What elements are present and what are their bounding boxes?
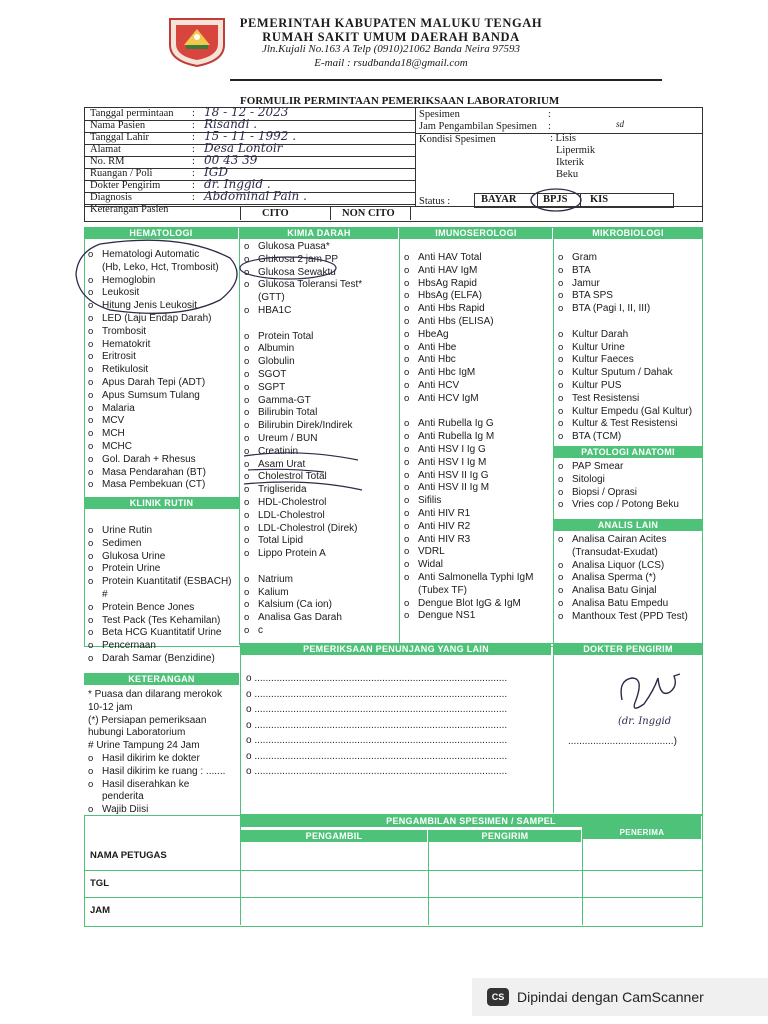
- imuno-item[interactable]: o Anti Rubella Ig M: [402, 431, 533, 444]
- keterangan-line: hubungi Laboratorium: [88, 727, 186, 739]
- hema-item[interactable]: o Hematokrit: [86, 339, 219, 352]
- kimia-item[interactable]: o SGOT: [242, 369, 362, 382]
- footer-text: Dipindai dengan CamScanner: [517, 989, 704, 1005]
- header-line-2: RUMAH SAKIT UMUM DAERAH BANDA: [262, 30, 520, 44]
- mikro-item[interactable]: o BTA: [556, 265, 692, 278]
- klinik-rutin-header: KLINIK RUTIN: [84, 497, 239, 509]
- imuno-item[interactable]: o Anti HIV R1: [402, 508, 533, 521]
- patient-label-0: Tanggal permintaan: [90, 108, 174, 119]
- grid-col-3: [553, 227, 554, 645]
- imuno-item[interactable]: o Anti HSV I Ig G: [402, 444, 533, 457]
- signature-name: (dr. Inggid: [618, 716, 672, 727]
- imuno-item[interactable]: o Anti HIV R3: [402, 534, 533, 547]
- mikro-item[interactable]: o Kultur & Test Resistensi: [556, 418, 692, 431]
- camscanner-icon: CS: [487, 988, 509, 1006]
- ket-items-item[interactable]: o Wajib Diisi: [86, 804, 225, 817]
- kimia-item[interactable]: o Lippo Protein A: [242, 548, 362, 561]
- imuno-item[interactable]: o Anti HSV II Ig G: [402, 470, 533, 483]
- kimia-item: [242, 318, 362, 331]
- penunjang-line[interactable]: o ...........................................................................................: [246, 750, 508, 762]
- imuno-item[interactable]: o Anti Rubella Ig G: [402, 418, 533, 431]
- mikro-item[interactable]: o Kultur PUS: [556, 380, 692, 393]
- mikrobiologi-list: [556, 252, 692, 444]
- keterangan-line: 10-12 jam: [88, 701, 133, 713]
- col-penerima: PENERIMA: [583, 827, 701, 839]
- header-line-1: PEMERINTAH KABUPATEN MALUKU TENGAH: [239, 16, 543, 30]
- klinik-item[interactable]: #: [102, 588, 108, 600]
- hema-item[interactable]: o Masa Pembekuan (CT): [86, 479, 219, 492]
- kimia-item: [242, 561, 362, 574]
- patologi-anatomi-header: PATOLOGI ANATOMI: [554, 446, 702, 458]
- jam-sd: sd: [616, 119, 625, 129]
- mikro-item[interactable]: o Kultur Urine: [556, 342, 692, 355]
- pa-item[interactable]: o Biopsi / Oprasi: [556, 487, 679, 500]
- keterangan-line: (*) Persiapan pemeriksaan: [88, 714, 207, 726]
- cito-rule: [84, 206, 702, 207]
- klinik-item[interactable]: o Test Pack (Tes Kehamilan): [86, 615, 232, 628]
- imuno-item[interactable]: o HbsAg Rapid: [402, 278, 533, 291]
- klinik-item[interactable]: o Urine Rutin: [86, 525, 232, 538]
- penunjang-line[interactable]: o ...........................................................................................: [246, 688, 508, 700]
- imuno-item[interactable]: o HbsAg (ELFA): [402, 290, 533, 303]
- imuno-item[interactable]: o Anti HAV Total: [402, 252, 533, 265]
- kimia-item[interactable]: o Ureum / BUN: [242, 433, 362, 446]
- specimen-label: Spesimen: [419, 109, 460, 120]
- klinik-item[interactable]: o Protein Bence Jones: [86, 602, 232, 615]
- p-col-3: [582, 827, 583, 925]
- cito-option[interactable]: CITO: [262, 208, 289, 219]
- hema-item[interactable]: o Hemoglobin: [86, 275, 219, 288]
- klinik-rutin-list: [86, 525, 232, 666]
- kimia-item[interactable]: o Bilirubin Direk/Indirek: [242, 420, 362, 433]
- hema-item[interactable]: o Malaria: [86, 403, 219, 416]
- ket-items-item[interactable]: o Hasil dikirim ke dokter: [86, 753, 225, 766]
- klinik-item[interactable]: o Darah Samar (Benzidine): [86, 653, 232, 666]
- imuno-item[interactable]: o Anti Hbs Rapid: [402, 303, 533, 316]
- hema-item[interactable]: (Hb, Leko, Hct, Trombosit): [102, 261, 219, 273]
- pa-item[interactable]: o Sitologi: [556, 474, 679, 487]
- kimia-item[interactable]: o Bilirubin Total: [242, 407, 362, 420]
- pa-item[interactable]: o Vries cop / Potong Beku: [556, 499, 679, 512]
- p-row-2: [84, 897, 702, 898]
- hema-item[interactable]: o Hitung Jenis Leukosit: [86, 300, 219, 313]
- patient-value-7[interactable]: Abdominal Pain .: [204, 189, 307, 203]
- kimia-item[interactable]: o LDL-Cholestrol (Direk): [242, 523, 362, 536]
- header-line-3: Jln.Kujali No.163 A Telp (0910)21062 Banda Neira 97593: [261, 43, 520, 55]
- hema-item[interactable]: o Apus Sumsum Tulang: [86, 390, 219, 403]
- patient-value-1[interactable]: Risandi .: [204, 117, 258, 131]
- hema-item[interactable]: o MCHC: [86, 441, 219, 454]
- hema-item[interactable]: o Leukosit: [86, 287, 219, 300]
- row-tgl: TGL: [90, 878, 109, 889]
- patient-colon-1: :: [192, 120, 195, 131]
- hospital-logo-icon: [166, 15, 228, 67]
- klinik-item[interactable]: o Pencernaan: [86, 640, 232, 653]
- imuno-item[interactable]: o Anti HAV IgM: [402, 265, 533, 278]
- patient-label-7: Diagnosis: [90, 192, 132, 203]
- cito-div-2: [330, 206, 331, 220]
- kimia-item[interactable]: o Glukosa 2 jam PP: [242, 254, 362, 267]
- keterangan-lines: [88, 689, 222, 753]
- imuno-item[interactable]: o Anti Hbs (ELISA): [402, 316, 533, 329]
- hema-item[interactable]: o Eritrosit: [86, 351, 219, 364]
- imuno-item[interactable]: o Dengue NS1: [402, 610, 533, 623]
- kimia-darah-list: [242, 241, 362, 638]
- jam-pengambilan-label: Jam Pengambilan Spesimen: [419, 121, 537, 132]
- doctor-signature-mark: [614, 670, 684, 720]
- cito-div-1: [240, 206, 241, 220]
- form-title: FORMULIR PERMINTAAN PEMERIKSAAN LABORATORIUM: [240, 95, 560, 107]
- mikrobiologi-header: MIKROBIOLOGI: [554, 227, 702, 239]
- analis-lain-list: [556, 534, 688, 624]
- kimia-item[interactable]: o Protein Total: [242, 331, 362, 344]
- glukosa-circle-mark: [238, 252, 338, 282]
- kimia-item[interactable]: o Total Lipid: [242, 535, 362, 548]
- patient-label-1: Nama Pasien: [90, 120, 146, 131]
- kimia-item[interactable]: o Cholestrol Total: [242, 471, 362, 484]
- patient-colon-2: :: [192, 132, 195, 143]
- ket-items-item[interactable]: o Hasil diserahkan ke: [86, 779, 225, 792]
- kimia-darah-header: KIMIA DARAH: [240, 227, 398, 239]
- hema-item[interactable]: o MCV: [86, 415, 219, 428]
- mikro-item[interactable]: o Test Resistensi: [556, 393, 692, 406]
- imuno-item[interactable]: o HbeAg: [402, 329, 533, 342]
- hema-item[interactable]: o Retikulosit: [86, 364, 219, 377]
- patient-value-5[interactable]: IGD: [204, 165, 228, 179]
- kimia-item[interactable]: o Analisa Gas Darah: [242, 612, 362, 625]
- analis-item[interactable]: o Analisa Liquor (LCS): [556, 560, 688, 573]
- specimen-colon: :: [548, 109, 551, 120]
- patient-colon-4: :: [192, 156, 195, 167]
- klinik-item[interactable]: o Beta HCG Kuantitatif Urine: [86, 627, 232, 640]
- kimia-item[interactable]: o Glukosa Sewaktu: [242, 267, 362, 280]
- kimia-item[interactable]: o Trigliserida: [242, 484, 362, 497]
- klinik-item[interactable]: o Glukosa Urine: [86, 551, 232, 564]
- jam-colon: :: [548, 121, 551, 132]
- kondisi-label: Kondisi Spesimen: [419, 134, 496, 145]
- kondisi-opt-3: Beku: [556, 169, 579, 180]
- penunjang-line[interactable]: o ...........................................................................................: [246, 719, 508, 731]
- non-cito-option[interactable]: NON CITO: [342, 208, 395, 219]
- patient-colon-3: :: [192, 144, 195, 155]
- analis-item[interactable]: o Analisa Batu Empedu: [556, 598, 688, 611]
- penunjang-line[interactable]: o ...........................................................................................: [246, 766, 508, 777]
- klinik-item[interactable]: o Sedimen: [86, 538, 232, 551]
- patient-label-2: Tanggal Lahir: [90, 132, 150, 143]
- hema-item[interactable]: o LED (Laju Endap Darah): [86, 313, 219, 326]
- imuno-item[interactable]: o Sifilis: [402, 495, 533, 508]
- mikro-item[interactable]: o Kultur Empedu (Gal Kultur): [556, 406, 692, 419]
- penunjang-div: [553, 643, 554, 813]
- mikro-item[interactable]: o Kultur Sputum / Dahak: [556, 367, 692, 380]
- kondisi-opt-2: Ikterik: [556, 157, 584, 168]
- mikro-item[interactable]: o Gram: [556, 252, 692, 265]
- penunjang-header: PEMERIKSAAN PENUNJANG YANG LAIN: [241, 643, 551, 655]
- kimia-item[interactable]: o Albumin: [242, 343, 362, 356]
- analis-item[interactable]: (Transudat-Exudat): [572, 546, 658, 558]
- analis-item[interactable]: o Manthoux Test (PPD Test): [556, 611, 688, 624]
- hema-item[interactable]: o Masa Pendarahan (BT): [86, 467, 219, 480]
- grid-col-2: [399, 227, 400, 645]
- kimia-item[interactable]: o c: [242, 625, 362, 638]
- penunjang-line[interactable]: o ...........................................................................................: [246, 673, 508, 684]
- penunjang-line[interactable]: o ...........................................................................................: [246, 704, 508, 715]
- imuno-item[interactable]: o Anti HCV IgM: [402, 393, 533, 406]
- strike-marks: [238, 446, 368, 496]
- imuno-item[interactable]: o Widal: [402, 559, 533, 572]
- header-divider: [230, 79, 662, 81]
- kondisi-opt-1: Lipermik: [556, 145, 596, 156]
- patient-label-8: Keterangan Pasien: [90, 204, 169, 215]
- kimia-item[interactable]: o Creatinin: [242, 446, 362, 459]
- patient-value-4[interactable]: 00 43 39: [204, 153, 258, 167]
- patient-colon-0: :: [192, 108, 195, 119]
- hematologi-circle-mark: [70, 238, 250, 320]
- status-bpjs[interactable]: BPJS: [543, 194, 568, 205]
- patient-colon-6: :: [192, 180, 195, 191]
- ket-items-item[interactable]: penderita: [102, 791, 144, 803]
- imuno-item[interactable]: o Anti Hbe: [402, 342, 533, 355]
- patient-value-2[interactable]: 15 - 11 - 1992 .: [204, 129, 297, 143]
- hema-item[interactable]: o MCH: [86, 428, 219, 441]
- imuno-item[interactable]: (Tubex TF): [418, 584, 467, 596]
- kondisi-opt-0: : Lisis: [550, 133, 576, 144]
- p-row-1: [84, 870, 702, 871]
- klinik-item[interactable]: o Protein Urine: [86, 563, 232, 576]
- bpjs-circle-mark: [528, 186, 584, 214]
- imuno-item[interactable]: o Anti HSV I Ig M: [402, 457, 533, 470]
- mikro-item[interactable]: o Kultur Darah: [556, 329, 692, 342]
- mikro-item[interactable]: o BTA (TCM): [556, 431, 692, 444]
- cito-div-3: [410, 206, 411, 220]
- hematologi-header: HEMATOLOGI: [84, 227, 238, 239]
- mikro-item: [556, 316, 692, 329]
- kimia-item[interactable]: o Asam Urat: [242, 459, 362, 472]
- dokter-pengirim-header: DOKTER PENGIRIM: [554, 643, 702, 655]
- patient-colon-5: :: [192, 168, 195, 179]
- status-kis[interactable]: KIS: [590, 194, 609, 205]
- dokter-line: ......................................): [568, 736, 677, 747]
- analis-item[interactable]: o Analisa Batu Ginjal: [556, 585, 688, 598]
- mikro-item[interactable]: o BTA SPS: [556, 290, 692, 303]
- hema-item[interactable]: o Trombosit: [86, 326, 219, 339]
- imuno-item[interactable]: o Anti Salmonella Typhi IgM: [402, 572, 533, 585]
- keterangan-header: KETERANGAN: [84, 673, 239, 685]
- patologi-anatomi-list: [556, 461, 679, 512]
- imuno-item[interactable]: o Anti HCV: [402, 380, 533, 393]
- imuno-item[interactable]: o Anti HIV R2: [402, 521, 533, 534]
- hema-item[interactable]: o Hematologi Automatic: [86, 249, 219, 262]
- analis-item[interactable]: o Analisa Cairan Acites: [556, 534, 688, 547]
- patient-divider: [415, 107, 416, 206]
- status-label: Status :: [419, 196, 451, 207]
- imuno-item[interactable]: o Anti Hbc: [402, 354, 533, 367]
- analis-item[interactable]: o Analisa Sperma (*): [556, 572, 688, 585]
- kimia-item[interactable]: o HDL-Cholestrol: [242, 497, 362, 510]
- imuno-item[interactable]: o VDRL: [402, 546, 533, 559]
- kimia-item[interactable]: o Kalium: [242, 587, 362, 600]
- kimia-item[interactable]: (GTT): [258, 292, 285, 304]
- ket-items-item[interactable]: o Hasil dikirim ke ruang : .......: [86, 766, 225, 779]
- col-pengambil: PENGAMBIL: [241, 830, 427, 842]
- kimia-item[interactable]: o Kalsium (Ca ion): [242, 599, 362, 612]
- imuno-item[interactable]: o Anti Hbc IgM: [402, 367, 533, 380]
- keterangan-line: * Puasa dan dilarang merokok: [88, 689, 222, 700]
- hema-item[interactable]: o Gol. Darah + Rhesus: [86, 454, 219, 467]
- kimia-item[interactable]: o SGPT: [242, 382, 362, 395]
- keterangan-line: # Urine Tampung 24 Jam: [88, 740, 200, 752]
- status-bayar[interactable]: BAYAR: [481, 194, 517, 205]
- patient-label-6: Dokter Pengirim: [90, 180, 161, 191]
- imunoserologi-header: IMUNOSEROLOGI: [400, 227, 552, 239]
- mikro-item[interactable]: o Kultur Faeces: [556, 354, 692, 367]
- imuno-item[interactable]: o Anti HSV II Ig M: [402, 482, 533, 495]
- penunjang-line[interactable]: o ...........................................................................................: [246, 735, 508, 746]
- row-jam: JAM: [90, 905, 111, 916]
- analis-lain-header: ANALIS LAIN: [554, 519, 702, 531]
- mikro-item[interactable]: o BTA (Pagi I, II, III): [556, 303, 692, 316]
- mikro-item[interactable]: o Jamur: [556, 278, 692, 291]
- patient-value-3[interactable]: Desa Lontoir: [204, 141, 283, 155]
- patient-label-5: Ruangan / Poli: [90, 168, 153, 179]
- pa-item[interactable]: o PAP Smear: [556, 461, 679, 474]
- kimia-item[interactable]: o Gamma-GT: [242, 395, 362, 408]
- row-nama-petugas: NAMA PETUGAS: [90, 850, 167, 861]
- patient-label-4: No. RM: [90, 156, 125, 167]
- imuno-item[interactable]: o Dengue Blot IgG & IgM: [402, 598, 533, 611]
- klinik-item[interactable]: o Protein Kuantitatif (ESBACH): [86, 576, 232, 589]
- camscanner-footer: [472, 978, 768, 1016]
- p-col-2: [428, 830, 429, 925]
- imuno-item: [402, 406, 533, 419]
- kimia-item[interactable]: o Glukosa Toleransi Test*: [242, 279, 362, 292]
- imunoserologi-list: [402, 252, 533, 623]
- col-pengirim: PENGIRIM: [429, 830, 581, 842]
- patient-label-3: Alamat: [90, 144, 121, 155]
- header-line-4: E-mail : rsudbanda18@gmail.com: [314, 57, 468, 69]
- kimia-item[interactable]: o LDL-Cholestrol: [242, 510, 362, 523]
- kimia-item[interactable]: o Natrium: [242, 574, 362, 587]
- keterangan-items: [86, 753, 225, 817]
- kimia-item[interactable]: o Globulin: [242, 356, 362, 369]
- hema-item[interactable]: o Apus Darah Tepi (ADT): [86, 377, 219, 390]
- kimia-item[interactable]: o HBA1C: [242, 305, 362, 318]
- kimia-item[interactable]: o Glukosa Puasa*: [242, 241, 362, 254]
- patient-colon-7: :: [192, 192, 195, 203]
- patient-value-0[interactable]: 18 - 12 - 2023: [204, 105, 289, 119]
- patient-value-6[interactable]: dr. Inggid .: [204, 177, 271, 191]
- pengambilan-header: PENGAMBILAN SPESIMEN / SAMPEL: [241, 815, 701, 827]
